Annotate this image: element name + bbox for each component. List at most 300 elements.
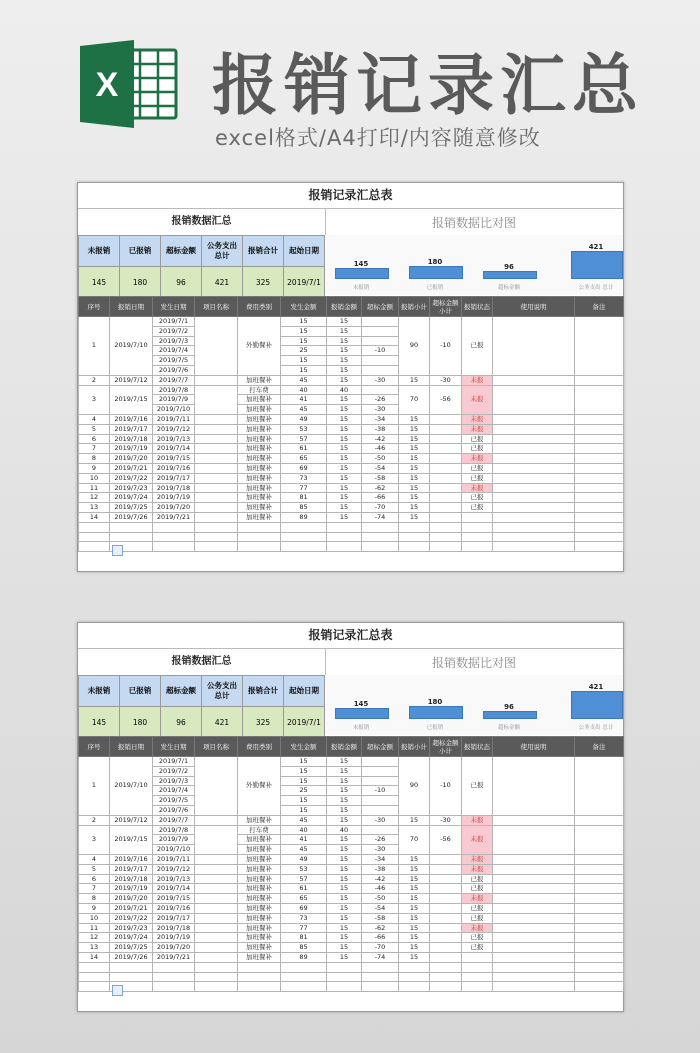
expense-category: 加班餐补	[238, 454, 281, 464]
over-amount	[362, 385, 399, 395]
reimburse-status: 未报	[462, 854, 493, 864]
remark	[575, 894, 624, 904]
empty-cell	[281, 522, 327, 532]
occur-date: 2019/7/18	[153, 923, 195, 933]
empty-cell	[493, 532, 575, 542]
over-amount	[362, 365, 399, 375]
occur-amount: 85	[281, 503, 327, 513]
row-number: 8	[79, 454, 110, 464]
project-name	[195, 815, 238, 825]
empty-cell	[79, 542, 110, 552]
expense-category: 加班餐补	[238, 815, 281, 825]
expense-category: 加班餐补	[238, 473, 281, 483]
summary-label: 未报销	[79, 236, 120, 267]
reimburse-status: 已报	[462, 913, 493, 923]
usage-note	[493, 874, 575, 884]
expense-category: 加班餐补	[238, 933, 281, 943]
remark	[575, 874, 624, 884]
empty-cell	[195, 962, 238, 972]
reimburse-date: 2019/7/21	[110, 463, 153, 473]
reimburse-status: 已报	[462, 884, 493, 894]
expense-category: 加班餐补	[238, 923, 281, 933]
over-subtotal	[430, 463, 462, 473]
table-row	[79, 375, 624, 385]
over-amount: -30	[362, 815, 399, 825]
over-subtotal	[430, 473, 462, 483]
expense-category: 外勤餐补	[238, 757, 281, 816]
reimburse-amount: 15	[327, 923, 362, 933]
occur-date: 2019/7/15	[153, 454, 195, 464]
empty-cell	[238, 532, 281, 542]
expense-category: 加班餐补	[238, 864, 281, 874]
over-amount: -34	[362, 854, 399, 864]
reimburse-status: 已报	[462, 503, 493, 513]
occur-date: 2019/7/11	[153, 414, 195, 424]
reimburse-date: 2019/7/12	[110, 375, 153, 385]
reimburse-amount: 15	[327, 473, 362, 483]
occur-amount: 41	[281, 395, 327, 405]
occur-date: 2019/7/12	[153, 424, 195, 434]
reimburse-date: 2019/7/24	[110, 933, 153, 943]
empty-cell	[399, 972, 430, 982]
occur-amount: 57	[281, 434, 327, 444]
expense-category: 加班餐补	[238, 395, 281, 405]
over-subtotal	[430, 952, 462, 962]
usage-note	[493, 894, 575, 904]
table-row	[79, 923, 624, 933]
chart-category-label: 未报销	[352, 725, 370, 731]
empty-cell	[462, 962, 493, 972]
chart-bar	[335, 708, 389, 719]
project-name	[195, 493, 238, 503]
chart-category-label: 已报销	[426, 725, 444, 731]
row-number: 11	[79, 923, 110, 933]
reimburse-date: 2019/7/18	[110, 874, 153, 884]
table-row	[79, 414, 624, 424]
empty-cell	[462, 522, 493, 532]
empty-row	[79, 522, 624, 532]
usage-note	[493, 815, 575, 825]
project-name	[195, 894, 238, 904]
over-amount	[362, 757, 399, 767]
remark	[575, 913, 624, 923]
over-amount: -66	[362, 933, 399, 943]
reimburse-amount: 15	[327, 444, 362, 454]
expense-category: 加班餐补	[238, 434, 281, 444]
empty-cell	[79, 982, 110, 992]
empty-row	[79, 962, 624, 972]
project-name	[195, 913, 238, 923]
project-name	[195, 854, 238, 864]
reimburse-amount: 15	[327, 796, 362, 806]
occur-amount: 41	[281, 835, 327, 845]
over-subtotal	[430, 884, 462, 894]
column-header: 发生金额	[281, 297, 327, 317]
expense-table	[78, 296, 624, 552]
reimburse-date: 2019/7/17	[110, 424, 153, 434]
usage-note	[493, 385, 575, 414]
over-amount: -54	[362, 903, 399, 913]
reimburse-amount: 15	[327, 454, 362, 464]
occur-amount: 15	[281, 776, 327, 786]
table-row	[79, 493, 624, 503]
occur-amount: 65	[281, 894, 327, 904]
table-row	[79, 503, 624, 513]
expense-category: 加班餐补	[238, 483, 281, 493]
empty-cell	[362, 522, 399, 532]
expense-category: 加班餐补	[238, 405, 281, 415]
reimburse-subtotal: 70	[399, 385, 430, 414]
chart-data-label: 421	[588, 683, 604, 691]
occur-amount: 77	[281, 483, 327, 493]
empty-cell	[362, 542, 399, 552]
table-row	[79, 483, 624, 493]
summary-value: 145	[79, 267, 120, 298]
empty-row	[79, 972, 624, 982]
summary-label: 报销合计	[243, 676, 284, 707]
reimburse-status: 未报	[462, 385, 493, 414]
chart-data-label: 96	[504, 703, 514, 711]
empty-cell	[110, 532, 153, 542]
reimburse-status: 未报	[462, 894, 493, 904]
row-number: 12	[79, 933, 110, 943]
occur-date: 2019/7/8	[153, 385, 195, 395]
reimburse-subtotal: 15	[399, 854, 430, 864]
expense-category: 加班餐补	[238, 493, 281, 503]
table-row	[79, 385, 624, 395]
reimburse-date: 2019/7/10	[110, 757, 153, 816]
row-number: 1	[79, 757, 110, 816]
reimburse-amount: 15	[327, 943, 362, 953]
summary-value: 2019/7/1	[284, 267, 325, 298]
occur-amount: 15	[281, 326, 327, 336]
empty-cell	[195, 982, 238, 992]
column-header: 超标金额	[362, 297, 399, 317]
summary-label: 已报销	[120, 676, 161, 707]
row-number: 14	[79, 512, 110, 522]
reimburse-date: 2019/7/22	[110, 913, 153, 923]
reimburse-status: 未报	[462, 864, 493, 874]
occur-amount: 15	[281, 336, 327, 346]
reimburse-subtotal: 15	[399, 444, 430, 454]
row-number: 3	[79, 385, 110, 414]
reimburse-date: 2019/7/12	[110, 815, 153, 825]
table-row	[79, 512, 624, 522]
over-amount: -38	[362, 424, 399, 434]
occur-date: 2019/7/3	[153, 776, 195, 786]
usage-note	[493, 825, 575, 854]
bar-chart	[325, 675, 623, 735]
empty-cell	[399, 962, 430, 972]
over-amount: -70	[362, 943, 399, 953]
empty-cell	[430, 962, 462, 972]
remark	[575, 444, 624, 454]
empty-cell	[462, 532, 493, 542]
chart-bar	[409, 706, 463, 719]
over-subtotal: -10	[430, 757, 462, 816]
reimburse-subtotal: 15	[399, 434, 430, 444]
reimburse-subtotal: 15	[399, 503, 430, 513]
reimburse-date: 2019/7/16	[110, 854, 153, 864]
usage-note	[493, 952, 575, 962]
page-title: 报销记录汇总	[212, 47, 644, 124]
paste-options-icon	[112, 545, 123, 556]
over-amount: -26	[362, 395, 399, 405]
project-name	[195, 825, 238, 854]
empty-cell	[195, 532, 238, 542]
occur-amount: 69	[281, 463, 327, 473]
empty-cell	[493, 972, 575, 982]
occur-amount: 57	[281, 874, 327, 884]
reimburse-amount: 15	[327, 874, 362, 884]
empty-cell	[362, 962, 399, 972]
row-number: 9	[79, 463, 110, 473]
empty-cell	[399, 542, 430, 552]
usage-note	[493, 933, 575, 943]
column-header: 费用类别	[238, 297, 281, 317]
expense-category: 加班餐补	[238, 512, 281, 522]
summary-label: 起始日期	[284, 676, 325, 707]
expense-category: 加班餐补	[238, 943, 281, 953]
empty-cell	[327, 982, 362, 992]
summary-label: 超标金额	[161, 236, 202, 267]
usage-note	[493, 454, 575, 464]
usage-note	[493, 757, 575, 816]
remark	[575, 454, 624, 464]
expense-category: 打车费	[238, 385, 281, 395]
over-subtotal: -56	[430, 385, 462, 414]
occur-date: 2019/7/5	[153, 796, 195, 806]
expense-category: 加班餐补	[238, 375, 281, 385]
summary-value: 96	[161, 267, 202, 298]
expense-category: 加班餐补	[238, 503, 281, 513]
occur-amount: 15	[281, 365, 327, 375]
chart-category-label: 已报销	[426, 285, 444, 291]
occur-amount: 15	[281, 766, 327, 776]
occur-amount: 61	[281, 444, 327, 454]
reimburse-date: 2019/7/19	[110, 884, 153, 894]
usage-note	[493, 424, 575, 434]
table-row	[79, 952, 624, 962]
column-header: 报销小计	[399, 297, 430, 317]
empty-cell	[110, 962, 153, 972]
reimburse-subtotal: 70	[399, 825, 430, 854]
reimburse-subtotal: 15	[399, 493, 430, 503]
project-name	[195, 483, 238, 493]
expense-category: 加班餐补	[238, 884, 281, 894]
summary-label: 起始日期	[284, 236, 325, 267]
over-subtotal: -10	[430, 317, 462, 376]
reimburse-status: 已报	[462, 493, 493, 503]
occur-date: 2019/7/21	[153, 512, 195, 522]
expense-category: 加班餐补	[238, 903, 281, 913]
occur-date: 2019/7/9	[153, 835, 195, 845]
project-name	[195, 903, 238, 913]
usage-note	[493, 512, 575, 522]
empty-row	[79, 532, 624, 542]
remark	[575, 463, 624, 473]
project-name	[195, 884, 238, 894]
expense-category: 加班餐补	[238, 414, 281, 424]
over-subtotal	[430, 444, 462, 454]
reimburse-amount: 15	[327, 815, 362, 825]
empty-cell	[399, 522, 430, 532]
summary-title: 报销数据汇总	[78, 208, 326, 235]
remark	[575, 424, 624, 434]
empty-cell	[195, 972, 238, 982]
over-amount	[362, 336, 399, 346]
over-amount	[362, 776, 399, 786]
reimburse-amount: 15	[327, 434, 362, 444]
reimburse-status: 已报	[462, 903, 493, 913]
reimburse-date: 2019/7/15	[110, 825, 153, 854]
reimburse-amount: 15	[327, 493, 362, 503]
occur-amount: 15	[281, 356, 327, 366]
occur-date: 2019/7/10	[153, 845, 195, 855]
occur-date: 2019/7/13	[153, 434, 195, 444]
reimburse-amount: 15	[327, 503, 362, 513]
empty-cell	[430, 982, 462, 992]
sheet-title: 报销记录汇总表	[78, 623, 623, 649]
row-number: 4	[79, 854, 110, 864]
reimburse-subtotal: 15	[399, 933, 430, 943]
over-amount	[362, 766, 399, 776]
remark	[575, 483, 624, 493]
over-subtotal	[430, 512, 462, 522]
occur-amount: 15	[281, 805, 327, 815]
empty-cell	[327, 522, 362, 532]
empty-cell	[238, 982, 281, 992]
empty-cell	[153, 972, 195, 982]
occur-amount: 49	[281, 854, 327, 864]
row-number: 1	[79, 317, 110, 376]
occur-date: 2019/7/16	[153, 463, 195, 473]
occur-amount: 73	[281, 913, 327, 923]
occur-date: 2019/7/2	[153, 326, 195, 336]
over-amount: -42	[362, 874, 399, 884]
reimburse-date: 2019/7/16	[110, 414, 153, 424]
occur-amount: 15	[281, 796, 327, 806]
reimburse-subtotal: 15	[399, 952, 430, 962]
occur-amount: 77	[281, 923, 327, 933]
occur-amount: 25	[281, 786, 327, 796]
reimburse-date: 2019/7/25	[110, 943, 153, 953]
reimburse-status: 未报	[462, 375, 493, 385]
over-amount: -46	[362, 444, 399, 454]
table-row	[79, 903, 624, 913]
table-row	[79, 473, 624, 483]
excel-logo-icon	[78, 40, 178, 128]
reimburse-subtotal: 15	[399, 864, 430, 874]
summary-value: 325	[243, 707, 284, 738]
expense-category: 加班餐补	[238, 952, 281, 962]
empty-cell	[327, 532, 362, 542]
reimburse-amount: 15	[327, 483, 362, 493]
chart-bar	[571, 251, 623, 279]
project-name	[195, 317, 238, 376]
column-header: 备注	[575, 737, 624, 757]
chart-category-label: 未报销	[352, 285, 370, 291]
reimburse-status	[462, 952, 493, 962]
over-amount: -54	[362, 463, 399, 473]
empty-cell	[327, 972, 362, 982]
occur-date: 2019/7/6	[153, 365, 195, 375]
reimburse-amount: 15	[327, 317, 362, 327]
expense-category: 加班餐补	[238, 463, 281, 473]
over-amount: -70	[362, 503, 399, 513]
column-header: 项目名称	[195, 737, 238, 757]
reimburse-amount: 15	[327, 776, 362, 786]
usage-note	[493, 943, 575, 953]
reimburse-amount: 15	[327, 894, 362, 904]
reimburse-status: 未报	[462, 923, 493, 933]
row-number: 14	[79, 952, 110, 962]
summary-label: 超标金额	[161, 676, 202, 707]
occur-amount: 15	[281, 317, 327, 327]
project-name	[195, 757, 238, 816]
chart-data-label: 421	[588, 243, 604, 251]
reimburse-status	[462, 512, 493, 522]
summary-value: 421	[202, 267, 243, 298]
column-header: 序号	[79, 737, 110, 757]
occur-date: 2019/7/20	[153, 943, 195, 953]
occur-date: 2019/7/5	[153, 356, 195, 366]
project-name	[195, 943, 238, 953]
over-amount: -62	[362, 923, 399, 933]
column-header: 发生日期	[153, 737, 195, 757]
occur-date: 2019/7/17	[153, 473, 195, 483]
sheet-title: 报销记录汇总表	[78, 183, 623, 209]
usage-note	[493, 463, 575, 473]
reimburse-subtotal: 15	[399, 512, 430, 522]
page-header	[0, 0, 700, 180]
reimburse-amount: 15	[327, 913, 362, 923]
reimburse-date: 2019/7/24	[110, 493, 153, 503]
over-subtotal	[430, 483, 462, 493]
empty-cell	[281, 542, 327, 552]
over-amount: -10	[362, 786, 399, 796]
column-header: 使用说明	[493, 297, 575, 317]
occur-date: 2019/7/4	[153, 346, 195, 356]
empty-row	[79, 542, 624, 552]
reimburse-amount: 15	[327, 845, 362, 855]
chart-bar	[571, 691, 623, 719]
empty-cell	[153, 542, 195, 552]
usage-note	[493, 444, 575, 454]
reimburse-subtotal: 15	[399, 463, 430, 473]
empty-cell	[195, 542, 238, 552]
usage-note	[493, 375, 575, 385]
row-number: 5	[79, 424, 110, 434]
occur-date: 2019/7/1	[153, 757, 195, 767]
reimburse-status: 已报	[462, 933, 493, 943]
occur-date: 2019/7/21	[153, 952, 195, 962]
empty-cell	[362, 972, 399, 982]
chart-bar	[483, 711, 537, 719]
reimburse-amount: 15	[327, 326, 362, 336]
table-row	[79, 933, 624, 943]
summary-label: 未报销	[79, 676, 120, 707]
over-amount: -30	[362, 375, 399, 385]
empty-cell	[79, 532, 110, 542]
over-subtotal: -56	[430, 825, 462, 854]
summary-label: 公务支出 总计	[202, 676, 243, 707]
table-row	[79, 463, 624, 473]
over-amount: -74	[362, 952, 399, 962]
remark	[575, 943, 624, 953]
row-number: 6	[79, 434, 110, 444]
row-number: 11	[79, 483, 110, 493]
